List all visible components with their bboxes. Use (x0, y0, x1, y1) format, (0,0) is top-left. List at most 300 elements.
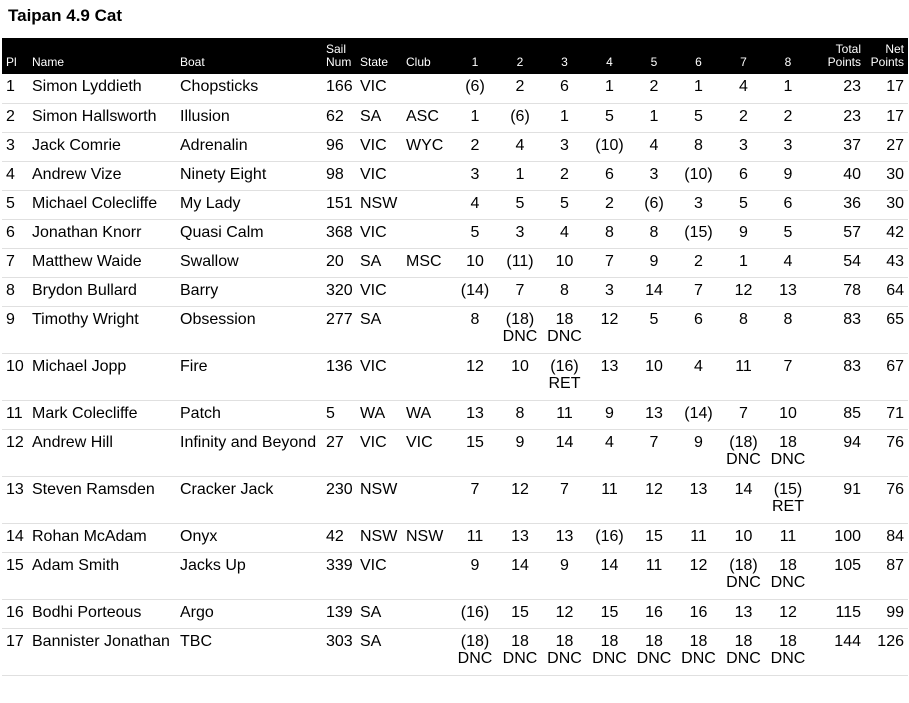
race-5-cell (632, 353, 676, 400)
race-score: 15 (511, 603, 529, 621)
table-row (2, 248, 908, 277)
race-3-cell (542, 248, 587, 277)
total-points-cell: 36 (810, 190, 863, 219)
name-cell: Michael Colecliffe (30, 190, 178, 219)
race-7-cell (721, 161, 766, 190)
club-cell: NSW (404, 523, 452, 552)
race-score: 13 (466, 404, 484, 422)
race-5-cell (632, 161, 676, 190)
race-score: 18 (600, 632, 619, 650)
race-4-cell (587, 628, 632, 675)
race-4-cell (587, 277, 632, 306)
race-score: 13 (600, 357, 619, 375)
race-score: 15 (645, 527, 663, 545)
race-7-cell (721, 552, 766, 599)
race-7-cell (721, 74, 766, 103)
race-score: 8 (694, 136, 703, 154)
race-score: 13 (645, 404, 663, 422)
name-cell: Jack Comrie (30, 132, 178, 161)
sail-num-cell: 27 (324, 429, 358, 476)
race-score: 9 (739, 223, 748, 241)
net-points-cell: 43 (863, 248, 908, 277)
place-cell: 16 (2, 599, 30, 628)
race-score: 8 (605, 223, 614, 241)
table-row (2, 132, 908, 161)
race-score: 2 (605, 194, 614, 212)
race-8-cell (766, 429, 810, 476)
race-score: 4 (605, 433, 614, 451)
table-row (2, 103, 908, 132)
sail-num-cell: 96 (324, 132, 358, 161)
net-points-cell: 42 (863, 219, 908, 248)
race-1-cell (452, 132, 498, 161)
race-score: 5 (605, 107, 614, 125)
club-cell: ASC (404, 103, 452, 132)
race-score: 1 (694, 78, 703, 95)
results-table (2, 38, 908, 676)
place-cell: 5 (2, 190, 30, 219)
boat-cell: Patch (178, 400, 324, 429)
place-cell: 4 (2, 161, 30, 190)
race-3-cell (542, 190, 587, 219)
boat-cell: Barry (178, 277, 324, 306)
header-race-7: 7 (740, 55, 747, 69)
name-cell: Mark Colecliffe (30, 400, 178, 429)
race-1-cell (452, 248, 498, 277)
net-points-cell: 64 (863, 277, 908, 306)
race-score: 6 (605, 165, 614, 183)
race-score: 3 (605, 281, 614, 299)
state-cell: SA (358, 599, 404, 628)
sail-num-cell: 5 (324, 400, 358, 429)
club-cell (404, 306, 452, 353)
race-score: 5 (739, 194, 748, 212)
race-code: DNC (726, 450, 761, 468)
race-7-cell (721, 103, 766, 132)
race-score: 1 (605, 78, 614, 95)
table-row (2, 190, 908, 219)
race-score: 6 (739, 165, 748, 183)
boat-cell: Infinity and Beyond (178, 429, 324, 476)
race-7-cell (721, 476, 766, 523)
race-3-cell (542, 161, 587, 190)
race-1-cell (452, 306, 498, 353)
race-3-cell (542, 523, 587, 552)
boat-cell: TBC (178, 628, 324, 675)
race-score: 16 (689, 603, 708, 621)
race-2-cell (498, 429, 542, 476)
race-score: 4 (783, 252, 793, 270)
place-cell: 8 (2, 277, 30, 306)
race-score: (18) (505, 310, 535, 328)
race-3-cell (542, 353, 587, 400)
race-5-cell (632, 523, 676, 552)
race-score: (10) (595, 136, 624, 154)
race-4-cell (587, 552, 632, 599)
total-points-cell: 83 (810, 306, 863, 353)
race-2-cell (498, 628, 542, 675)
state-cell: NSW (358, 476, 404, 523)
sail-num-cell: 303 (324, 628, 358, 675)
name-cell: Simon Hallsworth (30, 103, 178, 132)
race-score: 18 (779, 433, 797, 451)
place-cell: 6 (2, 219, 30, 248)
race-1-cell (452, 190, 498, 219)
race-8-cell (766, 353, 810, 400)
race-score: 11 (779, 527, 797, 545)
race-3-cell (542, 476, 587, 523)
place-cell: 11 (2, 400, 30, 429)
race-6-cell (676, 628, 721, 675)
results-body (2, 74, 908, 675)
race-5-cell (632, 277, 676, 306)
race-score: 18 (779, 556, 797, 574)
total-points-cell: 40 (810, 161, 863, 190)
race-6-cell (676, 476, 721, 523)
race-2-cell (498, 277, 542, 306)
race-score: 2 (649, 78, 659, 95)
race-score: 12 (511, 480, 529, 498)
name-cell: Adam Smith (30, 552, 178, 599)
race-1-cell (452, 74, 498, 103)
boat-cell: Obsession (178, 306, 324, 353)
place-cell: 7 (2, 248, 30, 277)
race-score: 6 (694, 310, 703, 328)
total-points-cell: 94 (810, 429, 863, 476)
state-cell: NSW (358, 523, 404, 552)
race-score: 15 (466, 433, 484, 451)
race-score: 9 (515, 433, 525, 451)
state-cell: VIC (358, 74, 404, 103)
state-cell: SA (358, 628, 404, 675)
net-points-cell: 30 (863, 190, 908, 219)
state-cell: SA (358, 306, 404, 353)
race-1-cell (452, 277, 498, 306)
race-2-cell (498, 523, 542, 552)
race-score: 5 (560, 194, 569, 212)
race-score: 11 (466, 527, 484, 545)
boat-cell: Ninety Eight (178, 161, 324, 190)
name-cell: Steven Ramsden (30, 476, 178, 523)
place-cell: 12 (2, 429, 30, 476)
name-cell: Simon Lyddieth (30, 74, 178, 103)
club-cell: MSC (404, 248, 452, 277)
race-code: DNC (770, 450, 806, 468)
race-score: 9 (605, 404, 614, 422)
race-4-cell (587, 132, 632, 161)
race-code: DNC (770, 649, 806, 667)
sail-num-cell: 20 (324, 248, 358, 277)
sail-num-cell: 230 (324, 476, 358, 523)
race-score: 6 (560, 78, 569, 95)
race-5-cell (632, 103, 676, 132)
race-6-cell (676, 103, 721, 132)
race-score: 11 (645, 556, 663, 574)
race-6-cell (676, 552, 721, 599)
race-score: (18) (460, 632, 490, 650)
race-score: 12 (645, 480, 663, 498)
race-score: 4 (470, 194, 480, 212)
club-cell (404, 599, 452, 628)
name-cell: Rohan McAdam (30, 523, 178, 552)
table-row (2, 306, 908, 353)
club-cell (404, 628, 452, 675)
race-2-cell (498, 132, 542, 161)
race-4-cell (587, 190, 632, 219)
race-5-cell (632, 552, 676, 599)
sail-num-cell: 320 (324, 277, 358, 306)
race-code: DNC (592, 649, 627, 667)
race-6-cell (676, 219, 721, 248)
race-6-cell (676, 353, 721, 400)
race-8-cell (766, 599, 810, 628)
club-cell (404, 353, 452, 400)
place-cell: 14 (2, 523, 30, 552)
boat-cell: Cracker Jack (178, 476, 324, 523)
race-score: 9 (694, 433, 703, 451)
club-cell (404, 476, 452, 523)
club-cell (404, 190, 452, 219)
state-cell: VIC (358, 132, 404, 161)
race-5-cell (632, 599, 676, 628)
race-score: 1 (649, 107, 659, 125)
race-code: DNC (770, 573, 806, 591)
race-score: 10 (511, 357, 529, 375)
race-code: RET (772, 497, 804, 515)
race-score: 2 (470, 136, 480, 154)
race-8-cell (766, 552, 810, 599)
boat-cell: Chopsticks (178, 74, 324, 103)
name-cell: Jonathan Knorr (30, 219, 178, 248)
race-2-cell (498, 219, 542, 248)
race-score: 15 (600, 603, 619, 621)
place-cell: 17 (2, 628, 30, 675)
race-1-cell (452, 219, 498, 248)
race-score: 3 (694, 194, 703, 212)
race-score: 9 (560, 556, 569, 574)
race-8-cell (766, 219, 810, 248)
race-score: 2 (783, 107, 793, 125)
table-row (2, 429, 908, 476)
net-points-cell: 71 (863, 400, 908, 429)
race-3-cell (542, 277, 587, 306)
header-sail-num: Sail Num (326, 42, 352, 69)
race-score: (11) (506, 252, 534, 270)
net-points-cell: 17 (863, 74, 908, 103)
header-net-points: Net Points (870, 42, 904, 69)
total-points-cell: 37 (810, 132, 863, 161)
race-8-cell (766, 277, 810, 306)
sail-num-cell: 42 (324, 523, 358, 552)
race-score: 1 (739, 252, 748, 270)
race-8-cell (766, 523, 810, 552)
table-row (2, 74, 908, 103)
header-name: Name (32, 55, 65, 69)
name-cell: Andrew Hill (30, 429, 178, 476)
race-7-cell (721, 353, 766, 400)
race-score: 7 (649, 433, 659, 451)
table-row (2, 400, 908, 429)
table-row (2, 353, 908, 400)
race-8-cell (766, 248, 810, 277)
race-score: 13 (511, 527, 529, 545)
race-score: 18 (555, 632, 574, 650)
race-score: 14 (511, 556, 529, 574)
state-cell: VIC (358, 353, 404, 400)
header-boat: Boat (180, 55, 205, 69)
net-points-cell: 67 (863, 353, 908, 400)
header-pl: Pl (6, 55, 17, 69)
race-6-cell (676, 132, 721, 161)
race-3-cell (542, 103, 587, 132)
race-1-cell (452, 476, 498, 523)
race-score: 11 (601, 480, 618, 498)
race-4-cell (587, 476, 632, 523)
race-7-cell (721, 400, 766, 429)
race-score: 2 (515, 78, 525, 95)
table-row (2, 161, 908, 190)
race-5-cell (632, 628, 676, 675)
race-score: 4 (649, 136, 659, 154)
race-score: 11 (690, 527, 707, 545)
race-score: 7 (739, 404, 748, 422)
page-title: Taipan 4.9 Cat (8, 6, 122, 25)
race-3-cell (542, 219, 587, 248)
header-race-6: 6 (695, 55, 702, 69)
race-3-cell (542, 628, 587, 675)
race-8-cell (766, 400, 810, 429)
race-7-cell (721, 277, 766, 306)
race-4-cell (587, 523, 632, 552)
race-5-cell (632, 306, 676, 353)
header-total-points: Total Points (827, 42, 861, 69)
name-cell: Andrew Vize (30, 161, 178, 190)
race-3-cell (542, 552, 587, 599)
race-score: 8 (739, 310, 748, 328)
race-score: 7 (470, 480, 480, 498)
race-8-cell (766, 132, 810, 161)
race-6-cell (676, 599, 721, 628)
state-cell: VIC (358, 552, 404, 599)
state-cell: VIC (358, 429, 404, 476)
race-6-cell (676, 161, 721, 190)
net-points-cell: 17 (863, 103, 908, 132)
race-code: DNC (726, 649, 761, 667)
race-4-cell (587, 103, 632, 132)
boat-cell: Onyx (178, 523, 324, 552)
header-race-8: 8 (784, 55, 792, 69)
race-2-cell (498, 353, 542, 400)
race-score: 12 (600, 310, 619, 328)
race-2-cell (498, 306, 542, 353)
name-cell: Brydon Bullard (30, 277, 178, 306)
header-race-2: 2 (516, 55, 524, 69)
total-points-cell: 23 (810, 74, 863, 103)
race-score: (6) (510, 107, 530, 125)
race-score: 13 (779, 281, 797, 299)
table-row (2, 552, 908, 599)
race-score: 18 (555, 310, 574, 328)
race-4-cell (587, 248, 632, 277)
race-score: 1 (783, 78, 793, 95)
net-points-cell: 76 (863, 429, 908, 476)
race-3-cell (542, 74, 587, 103)
race-1-cell (452, 353, 498, 400)
race-5-cell (632, 400, 676, 429)
race-score: 5 (783, 223, 793, 241)
total-points-cell: 105 (810, 552, 863, 599)
race-score: 4 (694, 357, 703, 375)
state-cell: SA (358, 103, 404, 132)
race-score: 13 (689, 480, 708, 498)
race-1-cell (452, 161, 498, 190)
race-7-cell (721, 523, 766, 552)
total-points-cell: 23 (810, 103, 863, 132)
race-7-cell (721, 306, 766, 353)
race-score: 4 (560, 223, 569, 241)
state-cell: VIC (358, 277, 404, 306)
race-score: 7 (560, 480, 569, 498)
place-cell: 15 (2, 552, 30, 599)
race-score: 3 (739, 136, 748, 154)
race-score: (18) (729, 556, 758, 574)
club-cell (404, 277, 452, 306)
race-score: 7 (783, 357, 793, 375)
name-cell: Michael Jopp (30, 353, 178, 400)
race-score: (6) (465, 78, 485, 95)
net-points-cell: 126 (863, 628, 908, 675)
race-score: (6) (644, 194, 664, 212)
total-points-cell: 78 (810, 277, 863, 306)
race-4-cell (587, 353, 632, 400)
race-score: 4 (739, 78, 748, 95)
race-code: DNC (636, 649, 672, 667)
race-score: 18 (511, 632, 529, 650)
boat-cell: Jacks Up (178, 552, 324, 599)
sail-num-cell: 166 (324, 74, 358, 103)
race-6-cell (676, 190, 721, 219)
net-points-cell: 76 (863, 476, 908, 523)
race-8-cell (766, 190, 810, 219)
race-4-cell (587, 219, 632, 248)
race-7-cell (721, 248, 766, 277)
race-5-cell (632, 190, 676, 219)
table-row (2, 628, 908, 675)
race-code: DNC (502, 649, 538, 667)
race-6-cell (676, 523, 721, 552)
race-4-cell (587, 429, 632, 476)
race-score: 12 (689, 556, 708, 574)
race-6-cell (676, 306, 721, 353)
club-cell: WYC (404, 132, 452, 161)
race-5-cell (632, 132, 676, 161)
club-cell (404, 161, 452, 190)
net-points-cell: 84 (863, 523, 908, 552)
race-4-cell (587, 306, 632, 353)
race-score: (10) (684, 165, 713, 183)
race-code: DNC (457, 649, 493, 667)
race-1-cell (452, 103, 498, 132)
race-1-cell (452, 429, 498, 476)
race-score: 5 (470, 223, 480, 241)
club-cell: WA (404, 400, 452, 429)
race-3-cell (542, 400, 587, 429)
race-score: 18 (779, 632, 797, 650)
race-6-cell (676, 277, 721, 306)
race-score: 18 (734, 632, 753, 650)
race-score: 10 (779, 404, 797, 422)
race-score: 8 (470, 310, 480, 328)
